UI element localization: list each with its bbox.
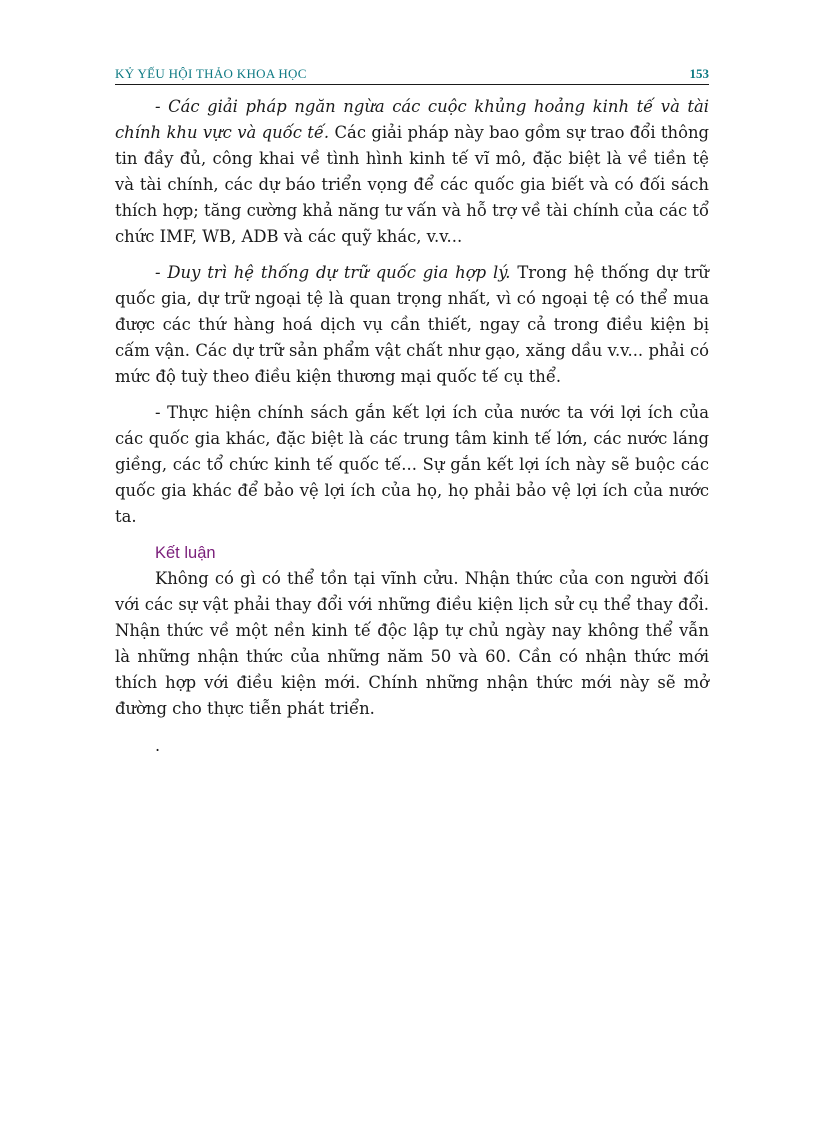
paragraph-lead: - Duy trì hệ thống dự trữ quốc gia hợp lý. xyxy=(155,263,511,282)
paragraph-national-reserves xyxy=(115,260,709,390)
page-number: 153 xyxy=(689,66,709,81)
page-body xyxy=(115,94,709,722)
paragraph-crisis-prevention xyxy=(115,94,709,250)
trailing-mark: . xyxy=(155,736,161,755)
paragraph-interest-linkage: - Thực hiện chính sách gắn kết lợi ích của nước ta với lợi ích của các quốc gia khác, đặc biệt là các trung tâm kinh tế lớn, các nước láng giềng, các tổ chức kinh tế quốc tế... Sự gắn kết lợi ích này sẽ buộc các quốc gia khác để bảo vệ lợi ích của họ, họ phải bảo vệ lợi ích của nước ta. xyxy=(115,403,709,526)
paragraph-conclusion: Không có gì có thể tồn tại vĩnh cửu. Nhận thức của con người đối với các sự vật phải thay đổi với những điều kiện lịch sử cụ thể thay đổi. Nhận thức về một nền kinh tế độc lập tự chủ ngày nay không thể vẫn là những nhận thức của những năm 50 và 60. Cần có nhận thức mới thích hợp với điều kiện mới. Chính những nhận thức mới này sẽ mở đường cho thực tiễn phát triển. xyxy=(115,569,709,718)
section-heading-conclusion: Kết luận xyxy=(155,544,216,562)
running-header xyxy=(115,64,709,85)
paragraph-text: Các giải pháp này bao gồm sự trao đổi thông tin đầy đủ, công khai về tình hình kinh tế vĩ mô, đặc biệt là về tiền tệ và tài chính, các dự báo triển vọng để các quốc gia biết và có đối sách thích hợp; tăng cường khả năng tư vấn và hỗ trợ về tài chính của các tổ chức IMF, WB, ADB và các quỹ khác, v.v... xyxy=(115,123,709,246)
header-title: KỶ YẾU HỘI THẢO KHOA HỌC xyxy=(115,66,307,81)
paragraph-text: Trong hệ thống dự trữ quốc gia, dự trữ ngoại tệ là quan trọng nhất, vì có ngoại tệ có thể mua được các thứ hàng hoá dịch vụ cần thiết, ngay cả trong điều kiện bị cấm vận. Các dự trữ sản phẩm vật chất như gạo, xăng dầu v.v... phải có mức độ tuỳ theo điều kiện thương mại quốc tế cụ thể. xyxy=(115,263,709,386)
paragraph-lead: - Các giải pháp ngăn ngừa các cuộc khủng hoảng kinh tế và tài chính khu vực và quốc tế. xyxy=(115,97,709,142)
